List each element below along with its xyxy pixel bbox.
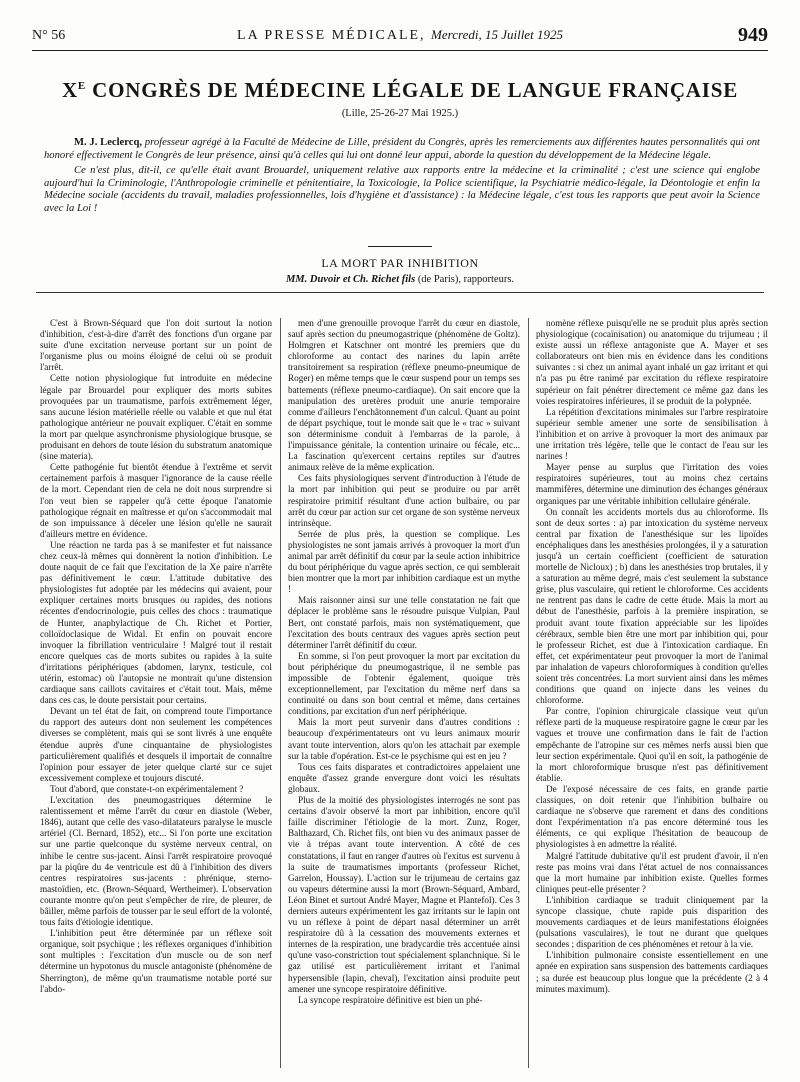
paragraph: En somme, si l'on peut provoquer la mort par excitation du bout périphérique du pneumogastrique, il ne semble pas impossible de l'obtenir également, quoique très exceptionnellement, par l'excitation du même nerf dans sa continuité ou dans son bout central et même, dans certaines conditions, par excitation d'un nerf périphérique. (288, 650, 520, 717)
title-rule (368, 246, 432, 247)
paragraph: Serrée de plus près, la question se complique. Les physiologistes ne sont jamais arrivés à provoquer la mort d'un animal par arrêt définitif du cœur par la seule action inhibitrice du bout périphérique du vague après section, ce qui semblerait bien montrer que la mort par inhibition cardiaque est un mythe ! (288, 528, 520, 595)
section-title: LA MORT PAR INHIBITION (321, 256, 479, 270)
section-divider (36, 292, 764, 293)
paragraph: Tout d'abord, que constate-t-on expérimentalement ? (50, 783, 244, 794)
rapporteur-affiliation: (de Paris), rapporteurs. (417, 274, 515, 285)
paragraph: Mais raisonner ainsi sur une telle constatation ne fait que déplacer le problème sans le résoudre puisque Vulpian, Paul Bert, ont constaté parfois, mais non systématiquement, que l'excitation des bouts centraux des vagues après section peut déterminer l'arrêt définitif du cœur. (288, 595, 520, 650)
congress-subtitle: (Lille, 25-26-27 Mai 1925.) (341, 108, 459, 119)
column-divider (280, 318, 281, 1068)
paragraph: De l'exposé nécessaire de ces faits, en grande partie classiques, on doit retenir que l'inhibition bulbaire ou cardiaque ne s'observe que rarement et dans des conditions dont l'expérimentation n'a pas encore déterminé tous les éléments, ce qui explique l'hésitation de beaucoup de physiologistes à en admettre la réalité. (536, 783, 768, 850)
paragraph: La répétition d'excitations minimales sur l'arbre respiratoire supérieur semble amener une sorte de sensibilisation à l'inhibition et on arrive à provoquer la mort des animaux par une irritation très légère, telle que le contact de l'eau sur les narines ! (536, 406, 768, 462)
paragraph: L'inhibition pulmonaire consiste essentiellement en une apnée en expiration sans suspension des battements cardiaques ; sa durée est beaucoup plus longue que la précédente (2 à 4 minutes maximum). (536, 950, 768, 994)
intro-block (44, 137, 760, 218)
congress-title-main: CONGRÈS DE MÉDECINE LÉGALE DE LANGUE FRANÇAISE (92, 78, 739, 102)
issue-number: N° 56 (32, 28, 66, 43)
paragraph: Ces faits physiologiques servent d'introduction à l'étude de la mort par inhibition qui peut se produire ou par arrêt respiratoire primitif résultant d'une action bulbaire, ou par arrêt du cœur par action sur cet organe de son système nerveux intrinsèque. (288, 473, 520, 528)
paragraph: Mayer pense au surplus que l'irritation des voies respiratoires supérieures, tout au moins chez certains mammifères, détermine une diminution des échanges généraux organiques par une véritable inhibition cellulaire générale. (536, 462, 768, 506)
rapporteur-names: MM. Duvoir et Ch. Richet fils (285, 274, 416, 285)
masthead (32, 24, 768, 51)
paragraph: L'excitation des pneumogastriques détermine le ralentissement et même l'arrêt du cœur en diastole (Weber, 1846), autant que celle des vaso-dilatateurs paralyse le muscle artériel (Cl. Bernard, 1852), etc... Si l'on porte une excitation sur une partie quelconque du système nerveux central, on inhibe le centre sus-jacent. Ainsi l'arrêt respiratoire provoqué par la piqûre du 4e ventricule est dû à l'inhibition des divers centres respiratoires sus-jacents : phrénique, sterno-mastoïdien, etc. (Brown-Séquard, Wertheimer). L'observation courante montre qu'on peut s'empêcher de rire, de pleurer, de bâiller, même parfois de tousser par le seul effort de la volonté, tous faits d'étiologie identique. (40, 795, 272, 928)
text-column-3 (536, 318, 768, 1073)
page-number: 949 (738, 24, 768, 46)
issue-date: Mercredi, 15 Juillet 1925 (431, 27, 563, 42)
paragraph: Plus de la moitié des physiologistes interrogés ne sont pas certains d'avoir observé la mort par inhibition, encore qu'il faille discriminer l'étiologie de la mort. Zunz, Roger, Balthazard, Ch. Richet fils, ont bien vu des animaux passer de vie à trépas avant toute intervention. A côté de ces constatations, il faut en ranger d'autres où l'exitus est survenu à la suite de traumatismes importants (professeur Richet, Garrelon, Houssay). L'action sur le trijumeau de certains gaz ou vapeurs détermine aussi la mort (Brown-Séquard, Ambard, Léon Binet et surtout André Mayer, Magne et Plantefol). Ces 3 derniers auteurs expérimentent les gaz irritants sur le lapin ont vu un réflexe à point de départ nasal déterminer un arrêt respiratoire dû à la cessation des mouvements externes et internes de la respiration, une bradycardie très accentuée ainsi qu'une vaso-constriction tout spécialement splanchnique. Si le gaz utilisé est particulièrement irritant et l'animal hypersensible (lapin, cheval), l'excitation ainsi produite peut amener une syncope respiratoire définitive. (288, 795, 520, 994)
journal-title-line (32, 27, 768, 44)
text-column-1 (40, 318, 272, 1073)
intro-paragraph (44, 137, 760, 162)
paragraph: men d'une grenouille provoque l'arrêt du cœur en diastole, sauf après section du pneumogastrique (phénomène de Goltz). Holmgren et Katschner ont montré les premiers que du chloroforme au contact des narines du lapin arrête transitoirement sa respiration (réflexe pneumo-pneumique de Roger) en même temps que le cœur suspend pour un temps ses battements (réflexe pneumo-cardiaque). On sait encore que la manipulation des uretères produit une anurie temporaire comme d'ailleurs l'enchâtonnement d'un calcul. Quant au point de départ psychique, tout le monde sait que le « trac » suivant son déterminisme conduit à l'embarras de la parole, à l'impuissance génitale, la contention urinaire ou fécale, etc... La fascination qu'exercent certains reptiles sur d'autres animaux relève de la même explication. (288, 318, 520, 473)
journal-name: LA PRESSE MÉDICALE, (237, 28, 426, 43)
paragraph: L'inhibition cardiaque se traduit cliniquement par la syncope classique, chute rapide puis disparition des mouvements cardiaques et de leurs manifestations éloignées (pulsations vasculaires), le tout ne durant que quelques secondes ; disparition de ces phénomènes et retour à la vie. (536, 894, 768, 950)
paragraph: Mais la mort peut survenir dans d'autres conditions : beaucoup d'expérimentateurs ont vu leurs animaux mourir avant toute intervention, alors qu'on les attachait par exemple sur la table d'opération. Est-ce le psychisme qui est en jeu ? (288, 717, 520, 761)
intro-text: professeur agrégé à la Faculté de Médecine de Lille, président du Congrès, après les remerciements aux différentes hautes personnalités qui ont honoré effectivement le Congrès de leur présence, ainsi qu'à celles qui lui ont donné leur appui, aborde la question du développement de la Médecine légale. (44, 137, 760, 161)
intro-author: M. J. Leclercq, (74, 137, 143, 148)
paragraph: Malgré l'attitude dubitative qu'il est prudent d'avoir, il n'en reste pas moins vrai dans l'état actuel de nos connaissances que la mort humaine par inhibition existe. Quelles formes cliniques peut-elle présenter ? (536, 850, 768, 894)
congress-title (32, 78, 768, 103)
paragraph: L'inhibition peut être déterminée par un réflexe soit organique, soit psychique ; les réflexes organiques d'inhibition sont multiples : l'excitation d'un muscle ou de son nerf détermine un hypotonus du muscle antagoniste (phénomène de Sherrington), de même qu'un traumatisme notable porté sur l'abdo- (40, 928, 272, 994)
paragraph: Une réaction ne tarda pas à se manifester et fut naissance chez ceux-là mêmes qui donnèrent la notion d'inhibition. Le doute naquit de ce fait que l'excitation de la Xe paire n'arrête pas définitivement le cœur. L'attitude dubitative des physiologistes fut adoptée par les médecins qui avaient, pour expliquer certaines morts brusques ou rapides, des notions récentes d'endocrinologie, puis celles des chocs : traumatique de Hunter, anaphylactique de Ch. Richet et Portier, colloïdoclasique de Widal. Et enfin on pouvait encore invoquer la fibrillation ventriculaire ! Malgré tout il restait encore quelques cas de morts subites ou rapides à la suite d'irritations périphériques (abdomen, larynx, testicule, col utérin, estomac) où l'autopsie ne montrait qu'une distension cardiaque sans caillots cavitaires et c'était tout. Mais, même dans ces cas, le doute persistait pour certains. (40, 539, 272, 706)
paragraph: Cette pathogénie fut bientôt étendue à l'extrême et servit certainement parfois à masquer l'ignorance de la cause réelle de la mort. Cependant rien de cela ne doit nous surprendre si l'on veut bien se rappeler qu'à cette époque l'anatomie pathologique régnait en maîtresse et qu'on s'accommodait mal de son impuissance à déceler une lésion qu'elle ne saurait d'ailleurs mettre en évidence. (40, 462, 272, 539)
section-authors (0, 274, 800, 285)
paragraph: On connaît les accidents mortels dus au chloroforme. Ils sont de deux sortes : a) par intoxication du système nerveux central par fixation de l'anesthésique sur les lipoïdes encéphaliques dans les anesthésies prolongées, il y a saturation jusqu'à un certain coefficient (coefficient de saturation mortelle de Nicloux) ; b) dans les anesthésies trop brutales, il y a saturation au même degré, mais c'est seulement la substance grise, plus vasculaire, qui retient le chloroforme. Ces accidents ne rentrent pas dans le cadre de cette étude. Mais la mort au début de l'anesthésie, parfois à la première inspiration, se produit avant toute fixation appréciable sur les lipoïdes cérébraux, semble bien être une mort par inhibition qui, pour le professeur Richet, est due à l'intoxication cardiaque. En effet, cet expérimentateur peut provoquer la mort de l'animal par inhalation de vapeurs chloroformiques à condition qu'elles soient très concentrées. La mort survient ainsi dans les mêmes conditions que quand on injecte dans les veines du chloroforme. (536, 506, 768, 706)
congress-ordinal: X (61, 78, 78, 102)
paragraph: nomène réflexe puisqu'elle ne se produit plus après section physiologique (cocaïnisation) ou anatomique du trijumeau ; il existe aussi un réflexe antagoniste que A. Mayer et ses collaborateurs ont bien mis en évidence dans les conditions suivantes : si chez un animal ayant inhalé un gaz irritant et qui n'a pas pu être ranimé par excitation du réflexe respiratoire supérieur on fait pénétrer directement ce même gaz dans les voies respiratoires inférieures, il se produit de la polypnée. (536, 318, 768, 406)
paragraph: Tous ces faits disparates et contradictoires appelaient une enquête d'assez grande envergure dont voici les résultats globaux. (288, 761, 520, 794)
paragraph: Devant un tel état de fait, on comprend toute l'importance du rapport des auteurs dont non seulement les compétences diverses se complètent, mais qui se sont livrés à une enquête étendue auprès d'une cinquantaine de physiologistes particulièrement qualifiés et desquels il importait de connaître l'opinion pour essayer de jeter quelque clarté sur ce sujet excessivement complexe et toujours discuté. (40, 706, 272, 783)
paragraph: C'est à Brown-Séquard que l'on doit surtout la notion d'inhibition, c'est-à-dire d'arrêt des fonctions d'un organe par suite d'une excitation nerveuse portant sur un point de l'organisme plus ou moins éloigné de celui où se produit l'arrêt. (40, 318, 272, 373)
congress-ordinal-sup: E (77, 80, 87, 92)
paragraph: Cette notion physiologique fut introduite en médecine légale par Brouardel pour expliquer des morts subites provoquées par un traumatisme, parfois extrêmement léger, sans aucune lésion matérielle réelle ou valable et que nul état pathologique antérieur ne pouvait expliquer. C'était en somme la mort par quelque asynchronisme physiologique brusque, se produisant en dehors de toute lésion du substratum anatomique (sine materia). (40, 373, 272, 462)
column-divider (528, 318, 529, 1068)
text-column-2 (288, 318, 520, 1073)
paragraph: Par contre, l'opinion chirurgicale classique veut qu'un réflexe parti de la muqueuse respiratoire gagne le cœur par les vagues et trouve une confirmation dans le fait de l'action empêchante de l'atropine sur ces mêmes nerfs aussi bien que leur section expérimentale. Quoi qu'il en soit, la pathogénie de la mort chloroformique brusque n'est pas définitivement établie. (536, 706, 768, 783)
intro-paragraph: Ce n'est plus, dit-il, ce qu'elle était avant Brouardel, uniquement relative aux rapports entre la médecine et la criminalité ; c'est une science qui englobe aujourd'hui la Criminologie, l'Anthropologie criminelle et pénitentiaire, la Toxicologie, la Police scientifique, la Psychiatrie médico-légale, la Déontologie et enfin la Médecine sociale (accidents du travail, maladies professionnelles, lois d'hygiène et d'assistance) : la Médecine légale, c'est tous les rapports que peut avoir la Science avec la Loi ! (44, 165, 760, 214)
paragraph: La syncope respiratoire définitive est bien un phé- (298, 994, 483, 1005)
